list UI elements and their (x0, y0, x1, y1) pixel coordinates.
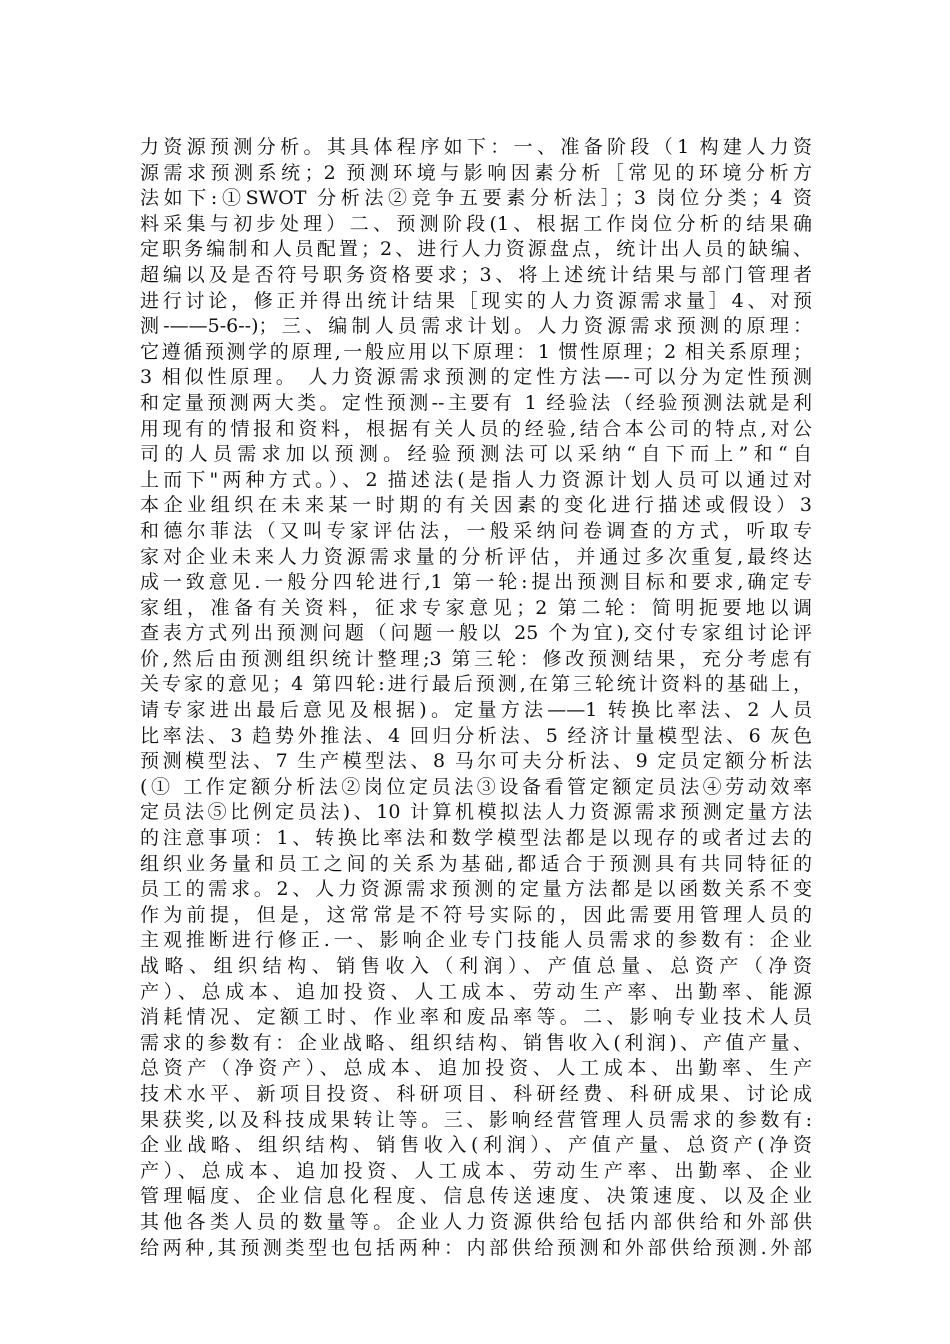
text-line: 和德尔菲法（又叫专家评估法，一般采纳问卷调查的方式，听取专 (140, 519, 812, 542)
text-line: 需求的参数有：企业战略、组织结构、销售收入(利润)、产值产量、 (140, 1031, 812, 1054)
text-line: 其他各类人员的数量等。企业人力资源供给包括内部供给和外部供 (140, 1210, 812, 1233)
text-line: 给两种,其预测类型也包括两种：内部供给预测和外部供给预测.外部 (140, 1236, 812, 1259)
text-line: (① 工作定额分析法②岗位定员法③设备看管定额定员法④劳动效率 (140, 775, 812, 798)
text-line: 技术水平、新项目投资、科研项目、科研经费、科研成果、讨论成 (140, 1082, 812, 1105)
text-line: 本企业组织在未来某一时期的有关因素的变化进行描述或假设）3 (140, 494, 812, 517)
text-line: 成一致意见.一般分四轮进行,1 第一轮:提出预测目标和要求,确定专 (140, 571, 812, 594)
text-line: 员工的需求。2、人力资源需求预测的定量方法都是以函数关系不变 (140, 878, 812, 901)
text-line: 进行讨论，修正并得出统计结果［现实的人力资源需求量］4、对预 (140, 289, 812, 312)
text-line: 管理幅度、企业信息化程度、信息传送速度、决策速度、以及企业 (140, 1185, 812, 1208)
text-line: 总资产（净资产）、总成本、追加投资、人工成本、出勤率、生产 (140, 1057, 812, 1080)
text-line: 产）、总成本、追加投资、人工成本、劳动生产率、出勤率、能源 (140, 980, 812, 1003)
text-line: 战略、组织结构、销售收入（利润）、产值总量、总资产（净资 (140, 955, 812, 977)
text-line: 力资源预测分析。其具体程序如下：一、准备阶段（1 构建人力资 (140, 136, 812, 158)
text-line: 定员法⑤比例定员法)、10 计算机模拟法人力资源需求预测定量方法 (140, 801, 812, 824)
text-line: 超编以及是否符号职务资格要求；3、将上述统计结果与部门管理者 (140, 263, 812, 286)
text-line: 和定量预测两大类。定性预测--主要有 1 经验法（经验预测法就是利 (140, 391, 812, 414)
text-line: 家对企业未来人力资源需求量的分析评估，并通过多次重复,最终达 (140, 545, 812, 568)
text-line: 主观推断进行修正.一、影响企业专门技能人员需求的参数有：企业 (140, 929, 812, 952)
text-line: 料采集与初步处理）二、预测阶段(1、根据工作岗位分析的结果确 (140, 212, 812, 235)
text-line: 产）、总成本、追加投资、人工成本、劳动生产率、出勤率、企业 (140, 1159, 812, 1182)
text-line: 它遵循预测学的原理,一般应用以下原理：1 惯性原理；2 相关系原理； (140, 340, 812, 363)
text-line: 法如下:①SWOT 分析法②竞争五要素分析法］；3 岗位分类；4 资 (140, 187, 812, 210)
text-line: 司的人员需求加以预测。经验预测法可以采纳“自下而上”和“自 (140, 443, 812, 466)
text-line: 家组，准备有关资料，征求专家意见；2 第二轮：简明扼要地以调 (140, 596, 812, 619)
text-line: 请专家进出最后意见及根据)。定量方法——1 转换比率法、2 人员 (140, 699, 812, 722)
text-line: 关专家的意见；4 第四轮:进行最后预测,在第三轮统计资料的基础上， (140, 673, 812, 696)
text-line: 企业战略、组织结构、销售收入(利润）、产值产量、总资产(净资 (140, 1134, 812, 1157)
text-line: 3 相似性原理。 人力资源需求预测的定性方法—-可以分为定性预测 (140, 366, 812, 389)
text-line: 查表方式列出预测问题（问题一般以 25 个为宜),交付专家组讨论评 (140, 622, 812, 645)
document-body-text (140, 135, 812, 1261)
text-line: 用现有的情报和资料，根据有关人员的经验,结合本公司的特点,对公 (140, 417, 812, 440)
text-line: 的注意事项：1、转换比率法和数学模型法都是以现存的或者过去的 (140, 827, 812, 850)
text-line: 比率法、3 趋势外推法、4 回归分析法、5 经济计量模型法、6 灰色 (140, 724, 812, 747)
text-line: 价,然后由预测组织统计整理;3 第三轮：修改预测结果，充分考虑有 (140, 647, 812, 670)
text-line: 定职务编制和人员配置；2、进行人力资源盘点，统计出人员的缺编、 (140, 238, 812, 261)
text-line: 消耗情况、定额工时、作业率和废品率等。二、影响专业技术人员 (140, 1006, 812, 1029)
text-line: 测-——5-6--)；三、编制人员需求计划。人力资源需求预测的原理： (140, 315, 812, 338)
text-line: 预测模型法、7 生产模型法、8 马尔可夫分析法、9 定员定额分析法 (140, 750, 812, 773)
text-line: 作为前提，但是，这常常是不符号实际的，因此需要用管理人员的 (140, 903, 812, 926)
text-line: 组织业务量和员工之间的关系为基础,都适合于预测具有共同特征的 (140, 852, 812, 875)
text-line: 上而下"两种方式。）、2 描述法(是指人力资源计划人员可以通过对 (140, 468, 812, 491)
text-line: 果获奖,以及科技成果转让等。三、影响经营管理人员需求的参数有: (140, 1108, 812, 1131)
text-line: 源需求预测系统；2 预测环境与影响因素分析［常见的环境分析方 (140, 161, 812, 184)
